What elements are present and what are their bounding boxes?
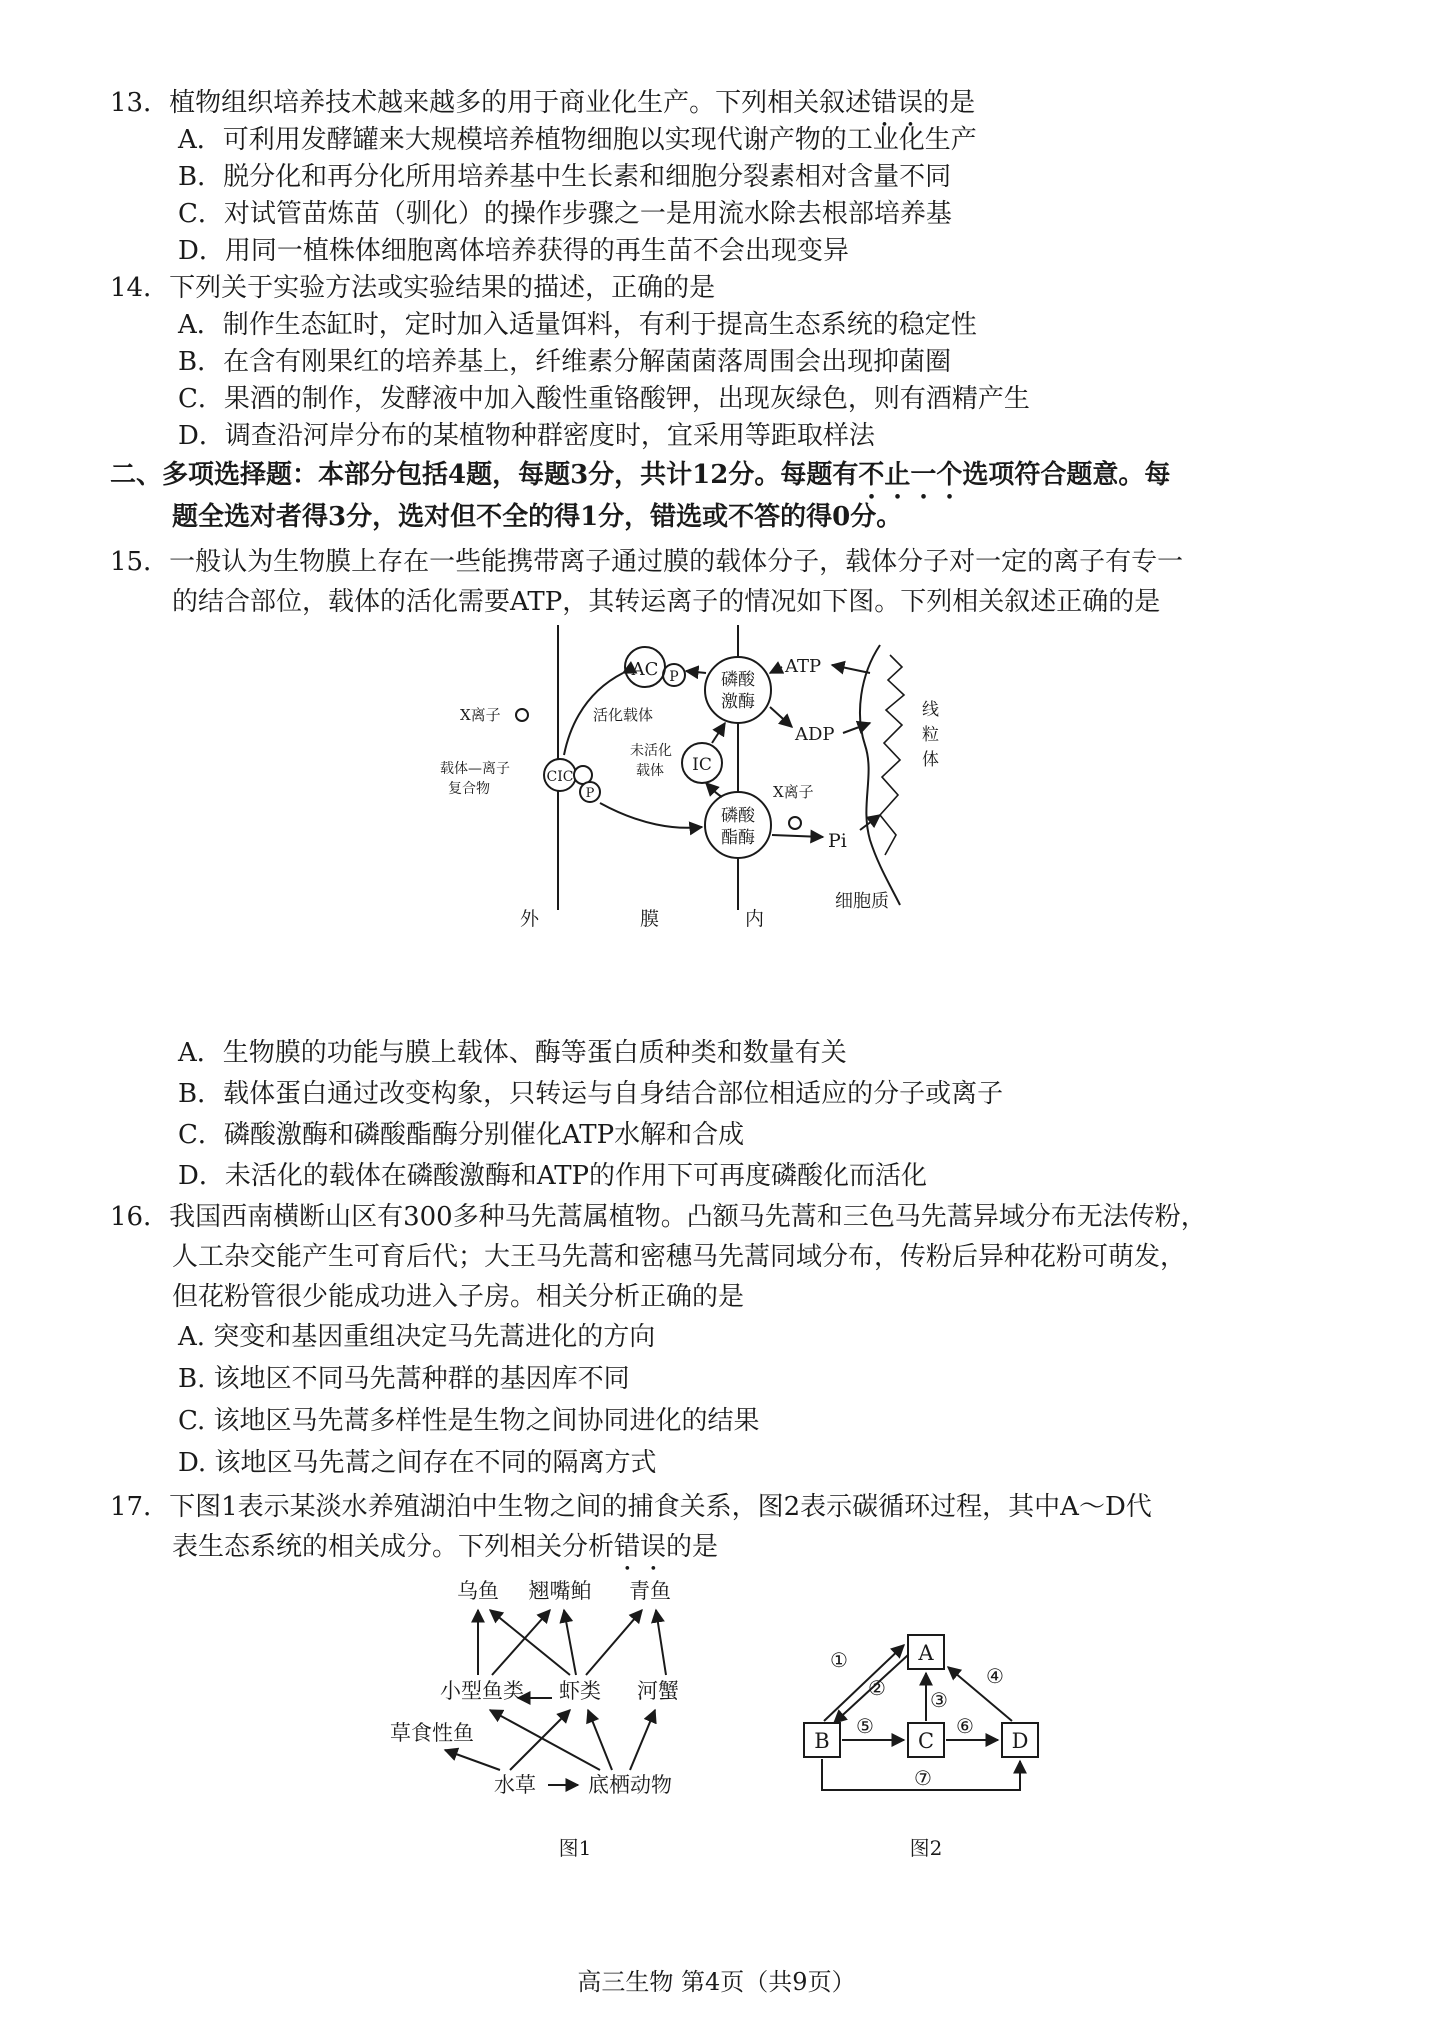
phosphatase-to-pi-arrow bbox=[772, 835, 823, 837]
q17-stem-emphasis: 错误 bbox=[614, 1532, 667, 1562]
kinase-to-adp-arrow bbox=[770, 707, 792, 727]
mitochondria-outer-membrane bbox=[860, 645, 900, 905]
q13-stem-text: 13．植物组织培养技术越来越多的用于商业化生产。下列相关叙述 bbox=[110, 88, 872, 118]
q14-stem: 14．下列关于实验方法或实验结果的描述，正确的是 bbox=[110, 273, 716, 303]
atp-label: ATP bbox=[785, 656, 822, 677]
cic-to-phosphatase-arrow bbox=[600, 803, 702, 828]
pi-to-mito-arrow bbox=[860, 815, 880, 830]
section2-line1-a: 二、多项选择题：本部分包括4题，每题3分，共计12分。每题有 bbox=[110, 460, 859, 490]
q16-option-a: A. 突变和基因重组决定马先蒿进化的方向 bbox=[178, 1322, 656, 1352]
q13-stem-end: 的是 bbox=[923, 88, 976, 118]
label-1: ① bbox=[830, 1648, 848, 1672]
kinase-circle bbox=[705, 657, 771, 723]
label-5: ⑤ bbox=[856, 1714, 874, 1738]
q14-option-d: D．调查沿河岸分布的某植物种群密度时，宜采用等距取样法 bbox=[178, 421, 875, 451]
x-ion-inside-label: X离子 bbox=[773, 783, 814, 801]
ac-label: AC bbox=[631, 659, 659, 680]
q14-option-b: B．在含有刚果红的培养基上，纤维素分解菌菌落周围会出现抑菌圈 bbox=[178, 347, 952, 377]
pi-label: Pi bbox=[828, 830, 847, 852]
cytoplasm-label: 细胞质 bbox=[835, 891, 889, 912]
node-small-fish: 小型鱼类 bbox=[440, 1679, 524, 1703]
cic-label: CIC bbox=[546, 769, 574, 785]
q16-option-b: B. 该地区不同马先蒿种群的基因库不同 bbox=[178, 1364, 630, 1394]
arrow-benthic-crab bbox=[630, 1710, 655, 1770]
node-qingyu: 青鱼 bbox=[629, 1579, 671, 1603]
label-4: ④ bbox=[986, 1664, 1004, 1688]
q15-option-b: B．载体蛋白通过改变构象，只转运与自身结合部位相适应的分子或离子 bbox=[178, 1079, 1004, 1109]
q17-figure2-carbon-cycle bbox=[790, 1595, 1070, 1870]
x-ion-inside-dot bbox=[789, 817, 801, 829]
adp-to-mito-arrow bbox=[843, 723, 870, 733]
node-herb-fish: 草食性鱼 bbox=[390, 1721, 474, 1745]
x-ion-outside-dot bbox=[516, 709, 528, 721]
arrow-crab-qingyu bbox=[656, 1610, 666, 1675]
inside-label: 内 bbox=[745, 908, 765, 930]
ac-phosphate-label: P bbox=[669, 669, 679, 685]
q17-stem-line1: 17．下图1表示某淡水养殖湖泊中生物之间的捕食关系，图2表示碳循环过程，其中A～D代 bbox=[110, 1492, 1152, 1522]
adp-label: ADP bbox=[795, 724, 835, 745]
activated-carrier-label: 活化载体 bbox=[593, 706, 654, 724]
section2-line2: 题全选对者得3分，选对但不全的得1分，错选或不答的得0分。 bbox=[172, 502, 903, 532]
node-weed: 水草 bbox=[494, 1773, 536, 1797]
q16-stem-line2: 人工杂交能产生可育后代；大王马先蒿和密穗马先蒿同域分布，传粉后异种花粉可萌发， bbox=[172, 1242, 1187, 1272]
ic-to-kinase-arrow bbox=[712, 723, 725, 743]
node-benthic: 底栖动物 bbox=[588, 1773, 672, 1797]
q16-stem-line1: 16．我国西南横断山区有300多种马先蒿属植物。凸额马先蒿和三色马先蒿异域分布无法传粉， bbox=[110, 1202, 1207, 1232]
outside-label: 外 bbox=[520, 908, 540, 930]
q13-option-b: B．脱分化和再分化所用培养基中生长素和细胞分裂素相对含量不同 bbox=[178, 162, 952, 192]
node-wuyu: 乌鱼 bbox=[457, 1579, 499, 1603]
q15-option-a: A．生物膜的功能与膜上载体、酶等蛋白质种类和数量有关 bbox=[178, 1038, 847, 1068]
q13-stem-emphasis: 错误 bbox=[871, 88, 924, 118]
kinase-to-ac-arrow bbox=[686, 671, 706, 673]
arrow-shrimp-qingyu bbox=[586, 1610, 642, 1675]
q15-stem-line2: 的结合部位，载体的活化需要ATP，其转运离子的情况如下图。下列相关叙述正确的是 bbox=[172, 587, 1161, 617]
node-shrimp: 虾类 bbox=[559, 1679, 601, 1703]
phosphatase-to-ic-arrow bbox=[706, 783, 722, 797]
q17-figure1-food-web bbox=[390, 1570, 750, 1870]
mitochondria-cristae bbox=[880, 655, 904, 855]
node-crab: 河蟹 bbox=[637, 1679, 679, 1703]
box-a-label: A bbox=[918, 1641, 934, 1665]
q16-stem-line3: 但花粉管很少能成功进入子房。相关分析正确的是 bbox=[172, 1282, 745, 1312]
q16-option-c: C. 该地区马先蒿多样性是生物之间协同进化的结果 bbox=[178, 1406, 760, 1436]
q13-option-c: C．对试管苗炼苗（驯化）的操作步骤之一是用流水除去根部培养基 bbox=[178, 199, 952, 229]
mito-label-3: 体 bbox=[922, 750, 939, 770]
q14-option-c: C．果酒的制作，发酵液中加入酸性重铬酸钾，出现灰绿色，则有酒精产生 bbox=[178, 384, 1030, 414]
phosphatase-label-2: 酯酶 bbox=[721, 828, 755, 848]
atp-arrow bbox=[832, 665, 870, 673]
x-ion-outside-label: X离子 bbox=[460, 706, 501, 724]
label-6: ⑥ bbox=[956, 1714, 974, 1738]
box-d-label: D bbox=[1011, 1729, 1029, 1753]
q15-stem-line1: 15．一般认为生物膜上存在一些能携带离子通过膜的载体分子，载体分子对一定的离子有专一 bbox=[110, 547, 1184, 577]
arrow-shrimp-xiazui bbox=[564, 1610, 576, 1675]
mito-label-1: 线 bbox=[922, 700, 939, 720]
q14-option-a: A．制作生态缸时，定时加入适量饵料，有利于提高生态系统的稳定性 bbox=[178, 310, 977, 340]
section2-emphasis: 不止一个 bbox=[858, 460, 963, 490]
ic-label: IC bbox=[692, 755, 712, 775]
section2-line1-b: 选项符合题意。每 bbox=[962, 460, 1171, 490]
q15-option-d: D．未活化的载体在磷酸激酶和ATP的作用下可再度磷酸化而活化 bbox=[178, 1161, 928, 1191]
q17-stem-line2-b: 的是 bbox=[666, 1532, 719, 1562]
box-c-label: C bbox=[917, 1729, 935, 1753]
mito-label-2: 粒 bbox=[922, 725, 939, 745]
arrow-benthic-smallfish bbox=[490, 1710, 600, 1770]
q17-stem-line2-a: 表生态系统的相关成分。下列相关分析 bbox=[172, 1532, 615, 1562]
q15-carrier-diagram bbox=[440, 625, 1000, 945]
complex-label-1: 载体—离子 bbox=[440, 761, 510, 777]
kinase-label-2: 激酶 bbox=[721, 692, 755, 712]
inactive-carrier-label-2: 载体 bbox=[636, 763, 664, 779]
arrow-weed-shrimp bbox=[510, 1710, 570, 1770]
page-footer: 高三生物 第4页（共9页） bbox=[577, 1968, 856, 1996]
box-b-label: B bbox=[814, 1729, 830, 1753]
phosphatase-label-1: 磷酸 bbox=[721, 806, 755, 826]
membrane-label: 膜 bbox=[640, 908, 660, 930]
node-xiazui: 翘嘴鲌 bbox=[528, 1579, 592, 1603]
complex-label-2: 复合物 bbox=[448, 781, 490, 797]
arrow-benthic-shrimp bbox=[588, 1710, 612, 1770]
q13-option-d: D．用同一植株体细胞离体培养获得的再生苗不会出现变异 bbox=[178, 236, 849, 266]
label-3: ③ bbox=[930, 1688, 948, 1712]
section2-heading bbox=[110, 458, 1170, 505]
q13-option-a: A．可利用发酵罐来大规模培养植物细胞以实现代谢产物的工业化生产 bbox=[178, 125, 977, 155]
figure2-caption: 图2 bbox=[909, 1836, 943, 1860]
label-2: ② bbox=[868, 1676, 886, 1700]
cic-phosphate-label: P bbox=[585, 786, 595, 801]
inactive-carrier-label-1: 未活化 bbox=[630, 743, 672, 759]
figure1-caption: 图1 bbox=[558, 1836, 592, 1860]
kinase-label-1: 磷酸 bbox=[721, 670, 755, 690]
atp-to-kinase-arrow bbox=[770, 667, 782, 673]
q16-option-d: D. 该地区马先蒿之间存在不同的隔离方式 bbox=[178, 1448, 657, 1478]
label-7: ⑦ bbox=[914, 1766, 932, 1790]
q15-option-c: C．磷酸激酶和磷酸酯酶分别催化ATP水解和合成 bbox=[178, 1120, 745, 1150]
arrow-weed-herbfish bbox=[445, 1750, 500, 1770]
